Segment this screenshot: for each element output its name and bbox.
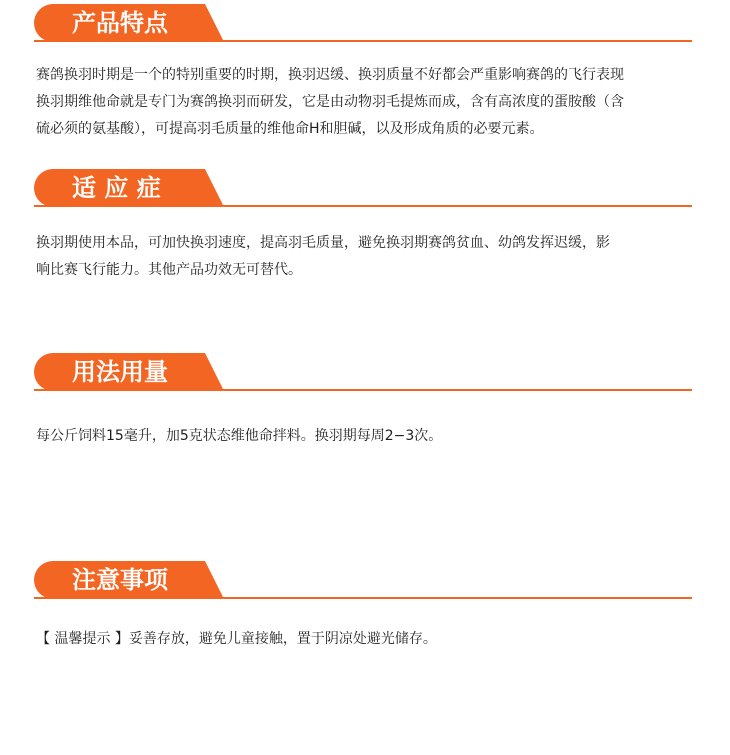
section-header [34,561,692,599]
section-title: 用法用量 [72,358,168,386]
section-title: 注意事项 [72,566,168,594]
section-body [36,626,686,653]
section-header [34,353,692,391]
section-title: 适 应 症 [72,174,161,202]
body-line: 换羽期使用本品，可加快换羽速度，提高羽毛质量，避免换羽期赛鸽贫血、幼鸽发挥迟缓，影 [36,235,610,251]
section-title: 产品特点 [72,9,168,37]
section-body [36,423,686,450]
section-header [34,169,692,207]
section-body [36,230,686,284]
body-line: 赛鸽换羽时期是一个的特别重要的时期，换羽迟缓、换羽质量不好都会严重影响赛鸽的飞行表现 [36,67,624,83]
section-body [36,62,686,143]
body-line: 换羽期维他命就是专门为赛鸽换羽而研发，它是由动物羽毛提炼而成，含有高浓度的蛋胺酸（含 [36,94,624,110]
body-line: 响比赛飞行能力。其他产品功效无可替代。 [36,262,302,278]
body-line: 【 温馨提示 】妥善存放，避免儿童接触，置于阴凉处避光储存。 [36,631,437,647]
section-header [34,4,692,42]
body-line: 硫必须的氨基酸），可提高羽毛质量的维他命H和胆碱，以及形成角质的必要元素。 [36,121,544,137]
body-line: 每公斤饲料15毫升，加5克状态维他命拌料。换羽期每周2−3次。 [36,428,443,444]
